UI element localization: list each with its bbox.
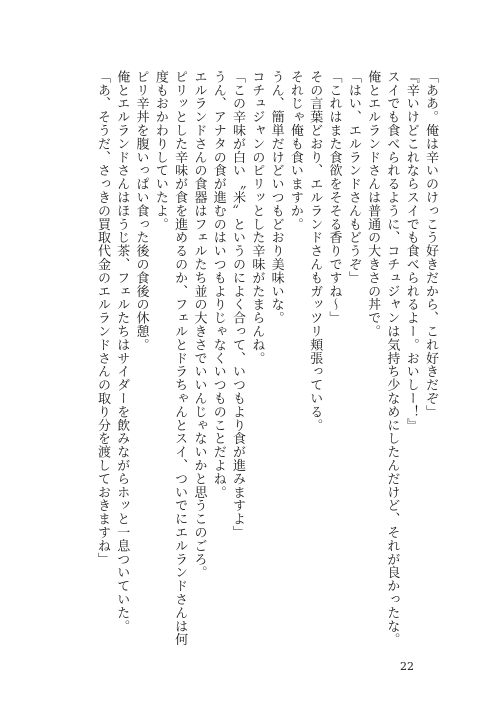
text-line: 俺とエルランドさんは普通の大きさの丼で。: [365, 70, 381, 338]
text-line: エルランドさんの食器はフェルたち並の大きさでいいんじゃないかと思うこのごろ。: [191, 70, 207, 580]
text-line: 「ああ。俺は辛いのけっこう好きだから、これ好きだぞ」: [423, 70, 438, 419]
text-line: うん、簡単だけどいつもどおり美味いな。: [268, 70, 284, 325]
text-line: スイでも食べられるように、コチュジャンは気持ち少なめにしたんだけど、それが良かったな。: [384, 70, 400, 647]
text-line: ピリ辛丼を腹いっぱい食った後の食後の休憩。: [133, 70, 149, 352]
text-line: ピリッとした辛味が食を進めるのか、フェルとドラちゃんとスイ、ついでにエルランドさんは何: [172, 70, 188, 647]
text-line: 「あ、そうだ、さっきの買取代金のエルランドさんの取り分を渡しておきますね」: [94, 70, 110, 566]
text-line: 俺とエルランドさんはほうじ茶、フェルたちはサイダーを飲みながらホッと一息ついていた。: [114, 70, 130, 633]
text-line: その言葉どおり、エルランドさんもガッツリ頬張っている。: [307, 70, 323, 432]
text-line: 「この辛味が白い〝米〟というのによく合って、いつもより食が進みますよ」: [230, 70, 246, 539]
text-line: コチュジャンのピリッとした辛味がたまらんね。: [249, 70, 265, 365]
page-number: 22: [400, 660, 414, 673]
body-text: [55, 70, 440, 660]
text-line: うん、アナタの食が進むのはいつもよりじゃなくいつものことだよね。: [210, 70, 226, 499]
text-line: 「はい、エルランドさんもどうぞ」: [345, 70, 361, 285]
text-line: 度もおかわりしていたよ。: [152, 70, 168, 231]
text-line: 『辛いけどこれならスイでも食べられるよー。おいしー！』: [403, 70, 419, 432]
text-line: それじゃ俺も食いますか。: [287, 70, 303, 231]
text-line: 「これはまた食欲をそそる香りですね～」: [326, 70, 342, 325]
